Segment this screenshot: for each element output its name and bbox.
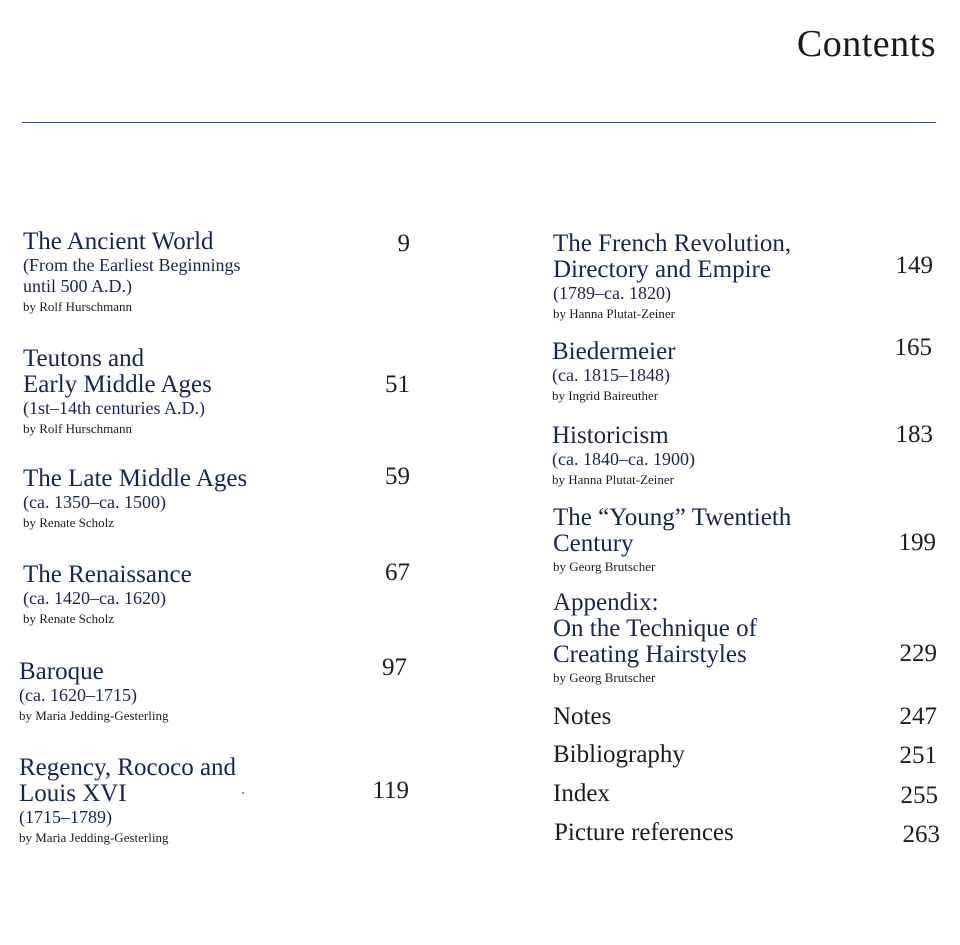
entry-dates: (ca. 1815–1848) xyxy=(552,365,670,385)
entry-page-number: 199 xyxy=(898,529,936,556)
entry-title: Biedermeier xyxy=(552,338,676,365)
entry-dates: (1st–14th centuries A.D.) xyxy=(23,398,205,418)
toc-entry-historicism xyxy=(552,423,695,489)
toc-entry-renaissance xyxy=(23,562,192,628)
entry-dates: (1789–ca. 1820) xyxy=(553,283,671,303)
entry-title: Historicism xyxy=(552,422,669,449)
entry-author: by Maria Jedding-Gesterling xyxy=(19,708,169,723)
entry-page-number: 119 xyxy=(372,777,409,804)
toc-entry-appendix xyxy=(553,590,757,687)
toc-entry-young-twentieth-century xyxy=(553,505,791,576)
entry-dates: (ca. 1620–1715) xyxy=(19,685,137,705)
toc-entry-biedermeier xyxy=(552,339,676,405)
header-divider xyxy=(22,122,936,123)
entry-title: The Ancient World xyxy=(23,228,214,255)
entry-page-number: 9 xyxy=(397,230,410,257)
entry-title: The Late Middle Ages xyxy=(23,465,248,492)
toc-entry-baroque xyxy=(19,659,168,725)
entry-author: by Ingrid Baireuther xyxy=(552,388,659,403)
page-title: Contents xyxy=(796,23,936,65)
entry-page-number: 255 xyxy=(900,782,938,809)
entry-author: by Renate Scholz xyxy=(23,515,114,530)
entry-dates: (ca. 1350–ca. 1500) xyxy=(23,492,166,512)
entry-page-number: 251 xyxy=(899,742,937,769)
entry-title: Louis XVI xyxy=(19,780,127,807)
entry-title: The “Young” Twentieth xyxy=(553,504,792,531)
print-speck xyxy=(242,792,244,794)
entry-dates: (ca. 1420–ca. 1620) xyxy=(23,588,166,608)
entry-page-number: 51 xyxy=(385,371,410,398)
entry-author: by Georg Brutscher xyxy=(553,670,656,685)
entry-title: Regency, Rococo and xyxy=(19,754,237,781)
entry-author: by Rolf Hurschmann xyxy=(23,299,133,314)
entry-page-number: 229 xyxy=(899,640,937,667)
entry-title: Early Middle Ages xyxy=(23,371,212,398)
entry-title: Creating Hairstyles xyxy=(553,641,747,668)
toc-entry-notes: Notes xyxy=(553,703,612,730)
entry-author: by Rolf Hurschmann xyxy=(23,421,133,436)
entry-dates: until 500 A.D.) xyxy=(23,276,133,296)
entry-title: The French Revolution, xyxy=(553,230,792,257)
entry-page-number: 165 xyxy=(894,334,932,361)
entry-author: by Renate Scholz xyxy=(23,611,114,626)
toc-entry-french-revolution xyxy=(553,231,791,323)
toc-entry-bibliography: Bibliography xyxy=(553,741,685,768)
entry-page-number: 97 xyxy=(382,654,407,681)
entry-page-number: 59 xyxy=(385,463,410,490)
entry-title: On the Technique of xyxy=(553,615,757,642)
entry-title: Teutons and xyxy=(23,345,145,372)
entry-author: by Georg Brutscher xyxy=(553,559,656,574)
toc-entry-regency-rococo xyxy=(19,755,236,847)
entry-title: Baroque xyxy=(19,658,104,685)
entry-author: by Maria Jedding-Gesterling xyxy=(19,830,169,845)
entry-page-number: 183 xyxy=(895,421,933,448)
toc-entry-picture-references: Picture references xyxy=(554,819,734,846)
toc-entry-ancient-world xyxy=(23,229,240,316)
entry-page-number: 263 xyxy=(902,821,940,848)
entry-title: The Renaissance xyxy=(23,561,192,588)
entry-page-number: 149 xyxy=(895,252,933,279)
entry-title: Century xyxy=(553,530,634,557)
entry-author: by Hanna Plutat-Zeiner xyxy=(552,472,675,487)
entry-title: Appendix: xyxy=(553,589,659,616)
entry-author: by Hanna Plutat-Zeiner xyxy=(553,306,676,321)
entry-dates: (From the Earliest Beginnings xyxy=(23,255,241,275)
entry-page-number: 67 xyxy=(385,559,410,586)
toc-entry-late-middle-ages xyxy=(23,466,247,532)
entry-title: Directory and Empire xyxy=(553,256,771,283)
entry-page-number: 247 xyxy=(899,703,937,730)
toc-entry-index: Index xyxy=(553,780,610,807)
entry-dates: (ca. 1840–ca. 1900) xyxy=(552,449,695,469)
toc-entry-teutons xyxy=(23,346,212,438)
entry-dates: (1715–1789) xyxy=(19,807,112,827)
